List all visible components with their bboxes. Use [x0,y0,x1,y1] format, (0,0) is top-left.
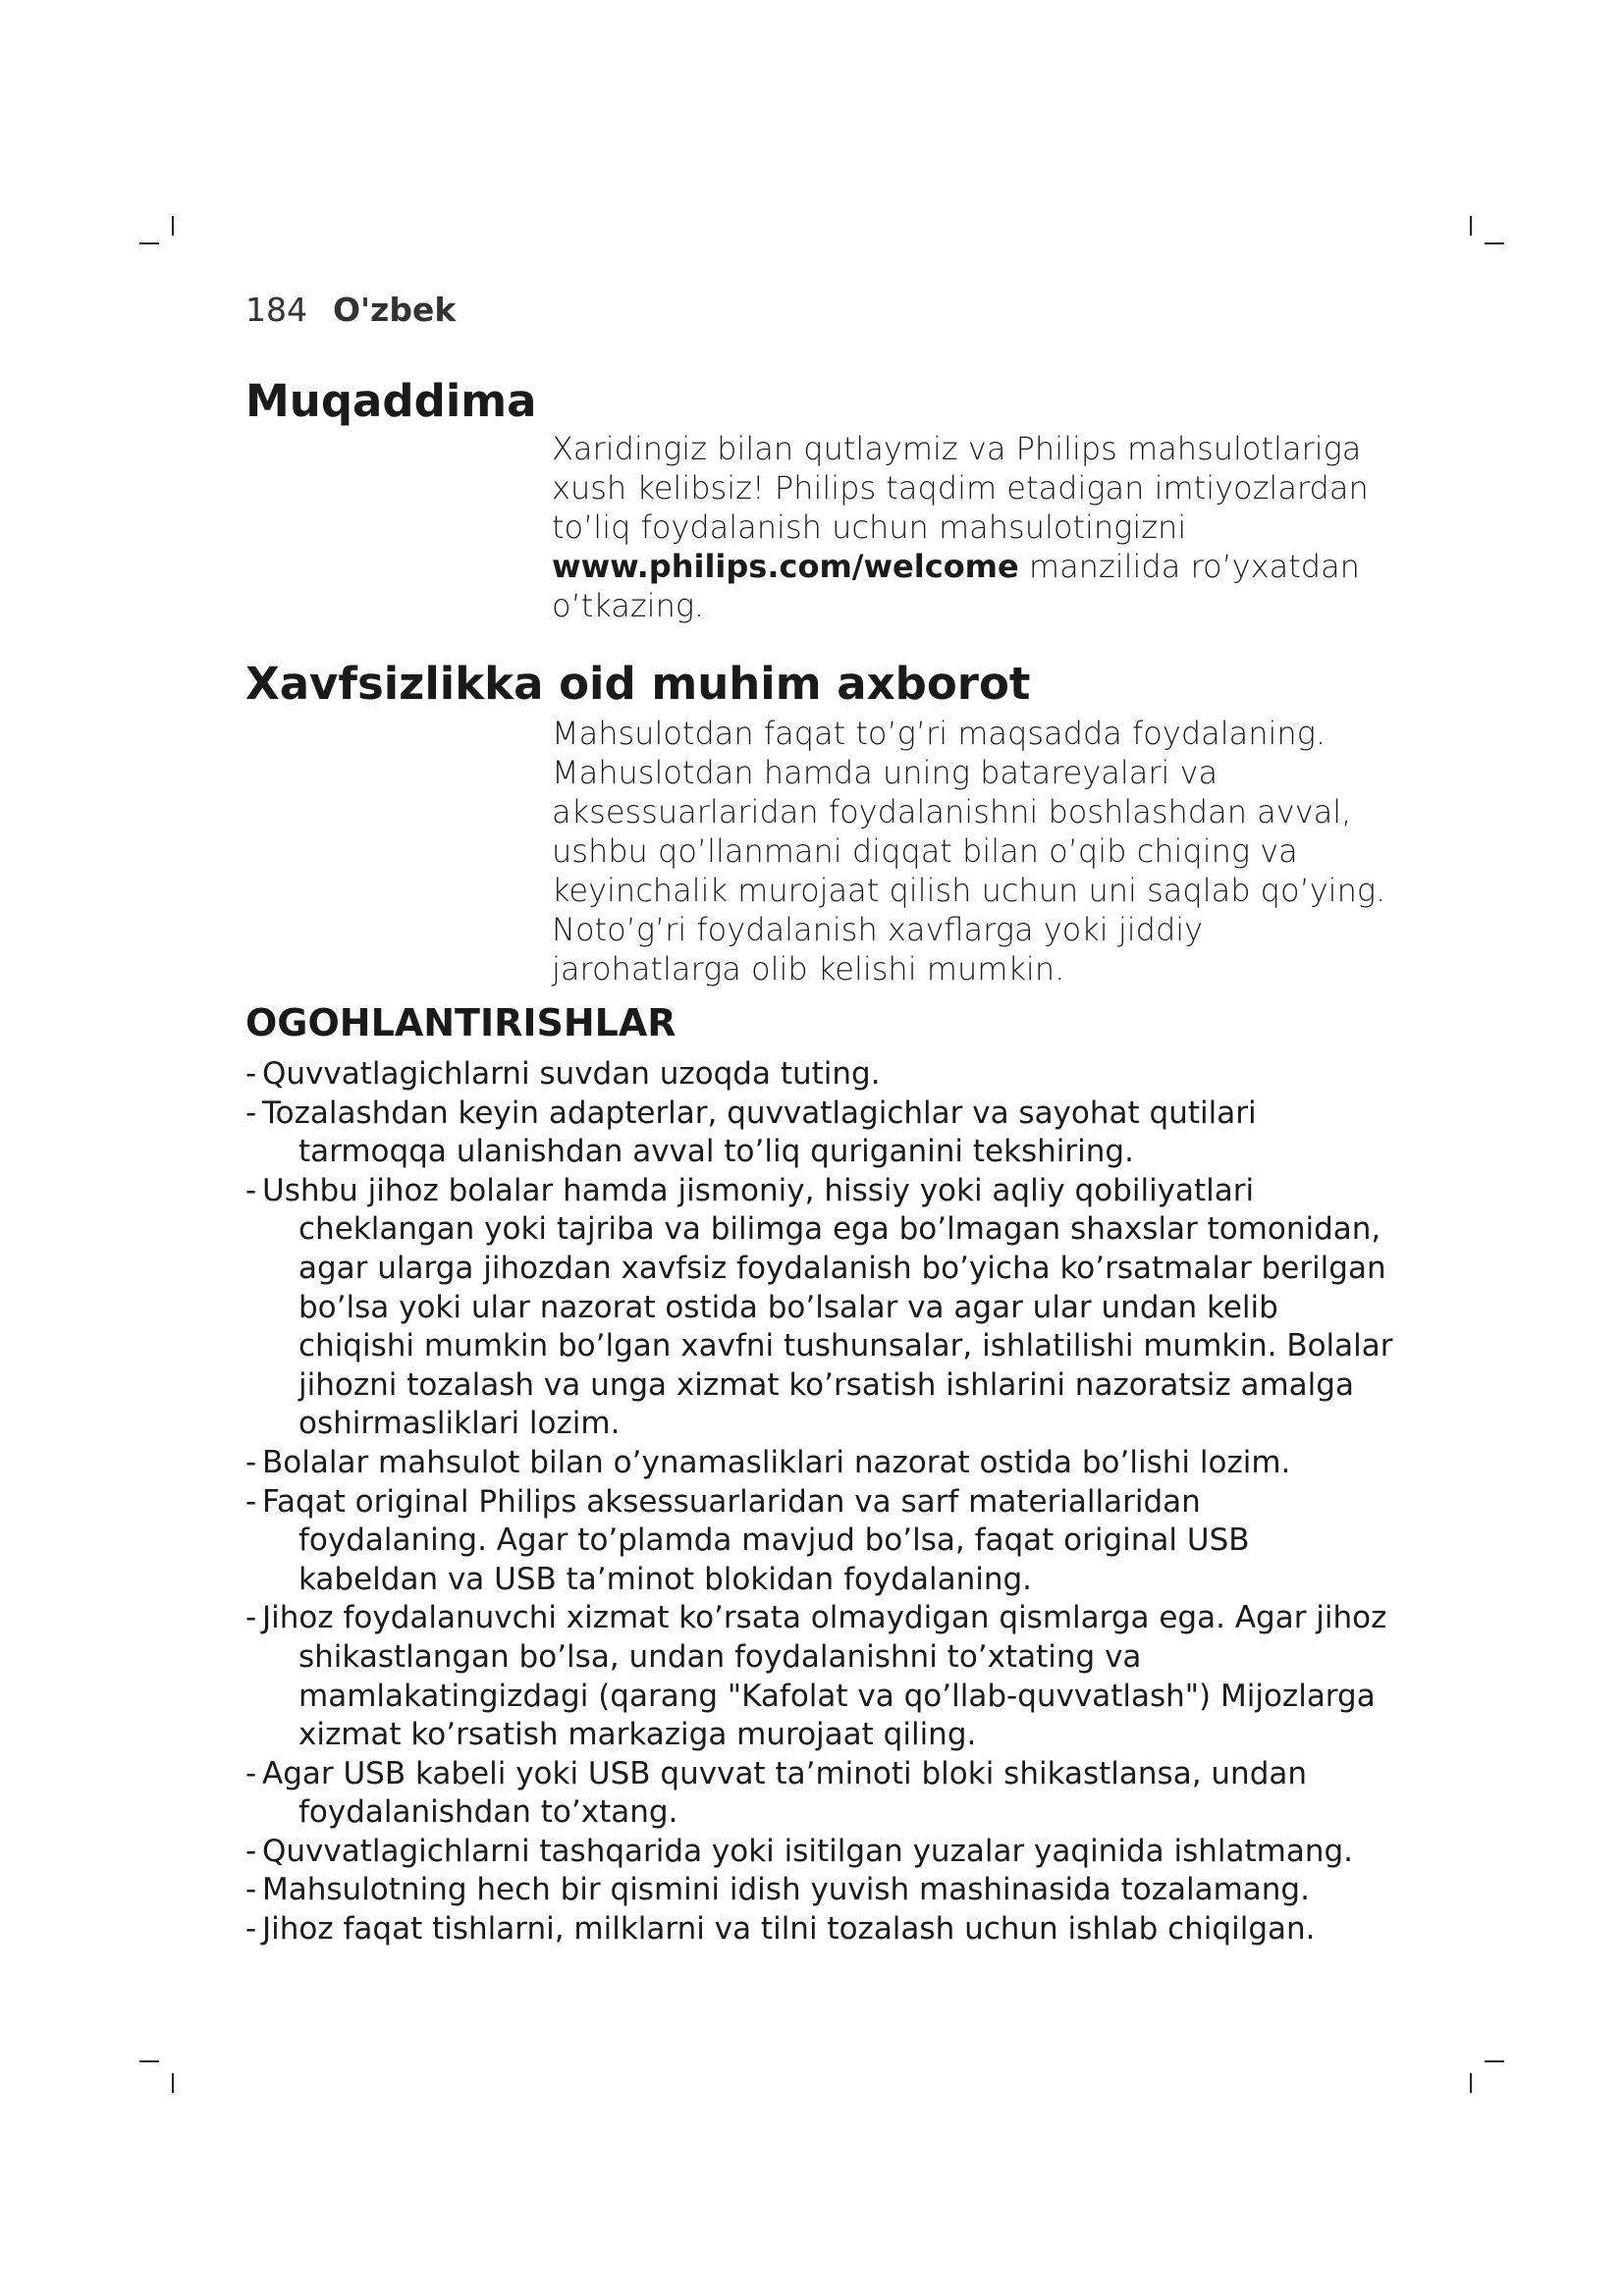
crop-mark-bottom-right-h [1485,2060,1504,2062]
warning-bullet: - [245,1872,257,1908]
warning-text: Agar USB kabeli yoki USB quvvat ta’minoti bloki shikastlansa, undan foydalanishdan to’xtang. [262,1755,1308,1831]
warning-item [245,1444,1394,1483]
warning-item [245,1055,1394,1095]
warning-text: Bolalar mahsulot bilan o’ynamasliklari nazorat ostida bo’lishi lozim. [262,1444,1291,1480]
welcome-link[interactable]: www.philips.com/welcome [552,548,1019,585]
warning-item [245,1755,1394,1833]
warning-item [245,1483,1394,1600]
crop-mark-top-left-h [139,242,159,244]
warning-bullet: - [245,1755,257,1791]
warning-bullet: - [245,1172,257,1208]
intro-title: Muqaddima [245,375,537,427]
page-number: 184 [245,291,307,329]
warning-text: Quvvatlagichlarni suvdan uzoqda tuting. [262,1056,881,1092]
warning-text: Tozalashdan keyin adapterlar, quvvatlagichlar va sayohat qutilari tarmoqqa ulanishdan avval to’liq quriganini tekshiring. [262,1095,1257,1170]
warning-bullet: - [245,1444,257,1480]
crop-mark-top-left-v [172,216,174,236]
warning-bullet: - [245,1095,257,1131]
warning-item [245,1095,1394,1172]
warning-bullet: - [245,1600,257,1636]
crop-mark-bottom-left-h [139,2060,159,2062]
warning-text: Ushbu jihoz bolalar hamda jismoniy, hissiy yoki aqliy qobiliyatlari cheklangan yoki tajriba va bilimga ega bo’lmagan shaxslar tomonidan, agar ularga jihozdan xavfsiz foydalanish bo’yicha ko’rsatmalar berilgan bo’lsa yoki ular nazorat ostida bo’lsalar va agar ular undan kelib chiqishi mumkin bo’lgan xavfni tushunsalar, ishlatilishi mumkin. Bolalar jihozni tozalash va unga xizmat ko’rsatish ishlarini nazoratsiz amalga oshirmasliklari lozim. [262,1172,1393,1442]
warning-text: Quvvatlagichlarni tashqarida yoki isitilgan yuzalar yaqinida ishlatmang. [262,1833,1354,1869]
warning-text: Faqat original Philips aksessuarlaridan va sarf materiallaridan foydalaning. Agar to’plamda mavjud bo’lsa, faqat original USB kabeldan va USB ta’minot blokidan foydalaning. [262,1483,1250,1597]
crop-mark-top-right-v [1470,216,1472,236]
warning-item [245,1910,1394,1949]
warning-bullet: - [245,1056,257,1092]
warning-bullet: - [245,1483,257,1520]
crop-mark-bottom-right-v [1470,2073,1472,2093]
intro-text-after: manzilida ro’yxatdan o’tkazing. [552,548,1360,624]
warning-text: Mahsulotning hech bir qismini idish yuvish mashinasida tozalamang. [262,1872,1310,1908]
warnings-list [245,1055,1394,1949]
warning-text: Jihoz foydalanuvchi xizmat ko’rsata olmaydigan qismlarga ega. Agar jihoz shikastlangan bo’lsa, undan foydalanishni to’xtating va mamlakatingizdagi (qarang "Kafolat va qo’llab-quvvatlash") Mijozlarga xizmat ko’rsatish markaziga murojaat qiling. [262,1600,1387,1753]
warning-item [245,1833,1394,1872]
crop-mark-top-right-h [1485,242,1504,244]
safety-paragraph: Mahsulotdan faqat to’g’ri maqsadda foydalaning. Mahuslotdan hamda uning batareyalari va aksessuarlaridan foydalanishni boshlashdan avval, ushbu qo’llanmani diqqat bilan o’qib chiqing va keyinchalik murojaat qilish uchun uni saqlab qo’ying. Noto’g’ri foydalanish xavflarga yoki jiddiy jarohatlarga olib kelishi mumkin. [552,715,1386,988]
warning-item [245,1871,1394,1910]
crop-mark-bottom-left-v [172,2073,174,2093]
warning-bullet: - [245,1911,257,1948]
warnings-title: OGOHLANTIRISHLAR [245,1001,677,1044]
intro-text-before: Xaridingiz bilan qutlaymiz va Philips mahsulotlariga xush kelibsiz! Philips taqdim etadigan imtiyozlardan to’liq foydalanish uchun mahsulotingizni [552,430,1369,546]
language-label: O'zbek [333,291,457,329]
page-header [245,291,456,329]
safety-title: Xavfsizlikka oid muhim axborot [245,658,1031,710]
intro-paragraph [552,429,1396,625]
warning-item [245,1599,1394,1754]
warning-text: Jihoz faqat tishlarni, milklarni va tilni tozalash uchun ishlab chiqilgan. [262,1911,1316,1948]
warning-bullet: - [245,1833,257,1869]
warning-item [245,1172,1394,1444]
